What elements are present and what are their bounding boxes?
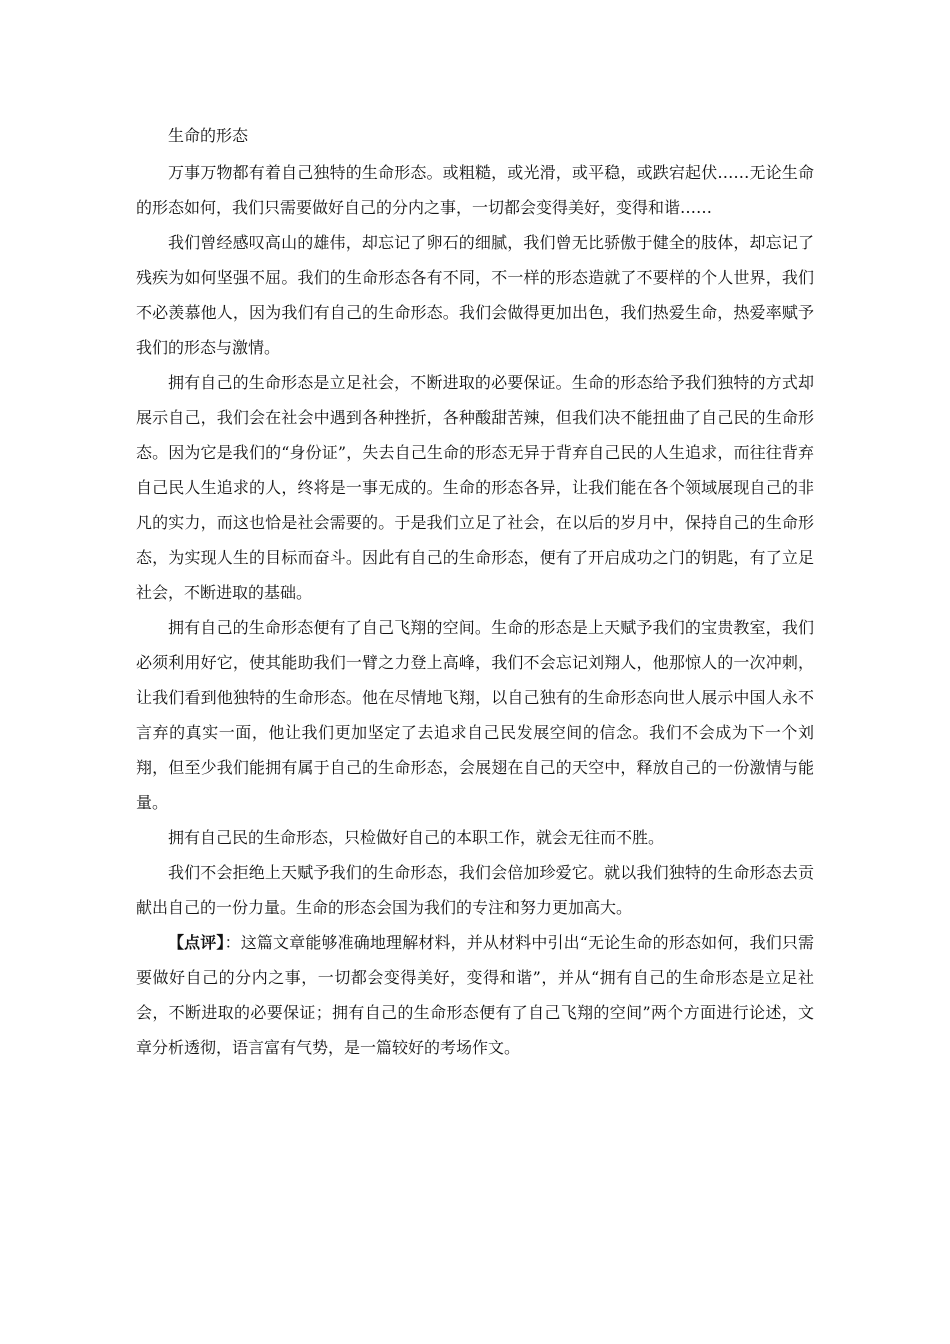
paragraph-3: 拥有自己的生命形态是立足社会，不断进取的必要保证。生命的形态给予我们独特的方式却展示自己，我们会在社会中遇到各种挫折，各种酸甜苦辣，但我们决不能扭曲了自己民的生命形态。因为它是我们的“身份证”，失去自己生命的形态无异于背弃自己民的人生追求，而往往背弃自己民人生追求的人，终将是一事无成的。生命的形态各异，让我们能在各个领域展现自己的非凡的实力，而这也恰是社会需要的。于是我们立足了社会，在以后的岁月中，保持自己的生命形态，为实现人生的目标而奋斗。因此有自己的生命形态，便有了开启成功之门的钥匙，有了立足社会，不断进取的基础。 — [136, 373, 814, 602]
paragraph-2: 我们曾经感叹高山的雄伟，却忘记了卵石的细腻，我们曾无比骄傲于健全的肢体，却忘记了残疾为如何坚强不屈。我们的生命形态各有不同，不一样的形态造就了不要样的个人世界，我们不必羡慕他人，因为我们有自己的生命形态。我们会做得更加出色，我们热爱生命，热爱率赋予我们的形态与激情。 — [136, 233, 814, 357]
essay-body — [136, 118, 814, 1065]
paragraph-1: 万事万物都有着自己独特的生命形态。或粗糙，或光滑，或平稳，或跌宕起伏……无论生命的形态如何，我们只需要做好自己的分内之事，一切都会变得美好，变得和谐…… — [136, 163, 814, 217]
review-paragraph — [136, 925, 814, 1065]
paragraph-6: 我们不会拒绝上天赋予我们的生命形态，我们会倍加珍爱它。就以我们独特的生命形态去贡献出自己的一份力量。生命的形态会国为我们的专注和努力更加高大。 — [136, 863, 814, 917]
essay-title: 生命的形态 — [168, 126, 249, 145]
paragraph-4: 拥有自己的生命形态便有了自己飞翔的空间。生命的形态是上天赋予我们的宝贵教室，我们必须利用好它，使其能助我们一臂之力登上高峰，我们不会忘记刘翔人，他那惊人的一次冲刺，让我们看到他独特的生命形态。他在尽情地飞翔，以自己独有的生命形态向世人展示中国人永不言弃的真实一面，他让我们更加坚定了去追求自己民发展空间的信念。我们不会成为下一个刘翔，但至少我们能拥有属于自己的生命形态，会展翅在自己的天空中，释放自己的一份激情与能量。 — [136, 618, 814, 812]
review-text: ：这篇文章能够准确地理解材料，并从材料中引出“无论生命的形态如何，我们只需要做好自己的分内之事，一切都会变得美好，变得和谐”，并从“拥有自己的生命形态是立足社会，不断进取的必要保证；拥有自己的生命形态便有了自己飞翔的空间”两个方面进行论述，文章分析透彻，语言富有气势，是一篇较好的考场作文。 — [136, 933, 814, 1057]
paragraph-5: 拥有自己民的生命形态，只检做好自己的本职工作，就会无往而不胜。 — [168, 828, 665, 847]
review-label: 【点评】 — [168, 933, 225, 952]
